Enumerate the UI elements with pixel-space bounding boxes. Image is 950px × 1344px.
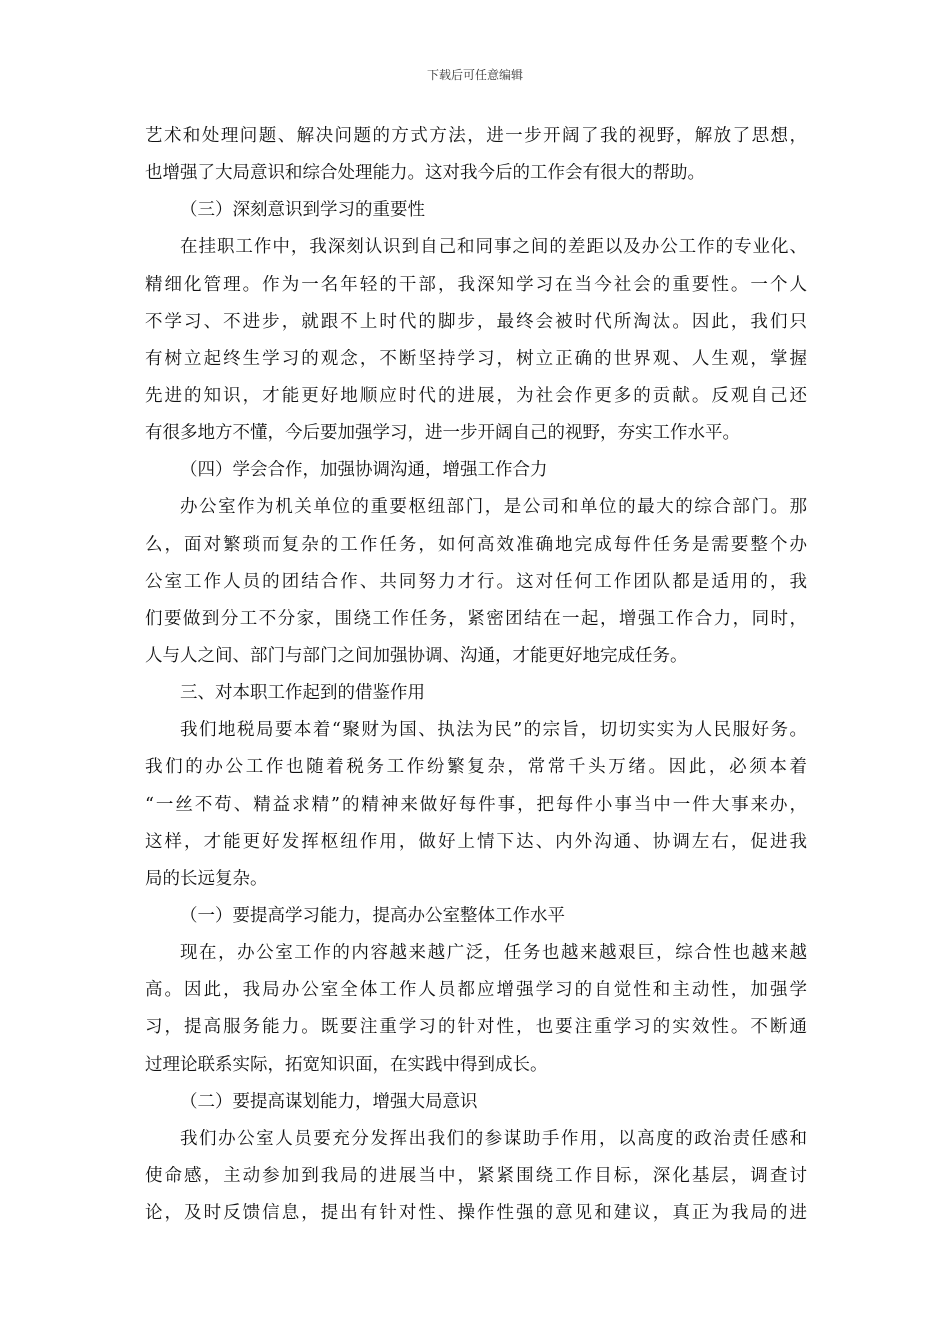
text-line: “一丝不苟、精益求精”的精神来做好每件事，把每件小事当中一件大事来办， xyxy=(145,794,807,815)
text-line: （四）学会合作，加强协调沟通，增强工作合力 xyxy=(180,460,548,481)
text-line: 我们办公室人员要充分发挥出我们的参谋助手作用，以高度的政治责任感和 xyxy=(180,1128,807,1149)
text-line: （三）深刻意识到学习的重要性 xyxy=(180,200,425,221)
text-line: 先进的知识，才能更好地顺应时代的进展，为社会作更多的贡献。反观自己还 xyxy=(145,385,807,406)
text-line: 论，及时反馈信息，提出有针对性、操作性强的意见和建议，真正为我局的进 xyxy=(145,1203,807,1224)
text-line: 们要做到分工不分家，围绕工作任务，紧密团结在一起，增强工作合力，同时， xyxy=(145,608,807,629)
document-body xyxy=(145,118,807,1232)
text-line: 三、对本职工作起到的借鉴作用 xyxy=(180,683,425,704)
text-line: 么，面对繁琐而复杂的工作任务，如何高效准确地完成每件任务是需要整个办 xyxy=(145,534,807,555)
text-line: 使命感，主动参加到我局的进展当中，紧紧围绕工作目标，深化基层，调查讨 xyxy=(145,1165,807,1186)
text-line: （一）要提高学习能力，提高办公室整体工作水平 xyxy=(180,905,565,926)
text-line: 办公室作为机关单位的重要枢纽部门，是公司和单位的最大的综合部门。那 xyxy=(180,497,807,518)
text-line: 这样，才能更好发挥枢纽作用，做好上情下达、内外沟通、协调左右，促进我 xyxy=(145,831,807,852)
text-line: 不学习、不进步，就跟不上时代的脚步，最终会被时代所淘汰。因此，我们只 xyxy=(145,311,807,332)
text-line: 艺术和处理问题、解决问题的方式方法，进一步开阔了我的视野，解放了思想， xyxy=(145,126,807,146)
text-line: （二）要提高谋划能力，增强大局意识 xyxy=(180,1091,478,1112)
text-line: 我们地税局要本着“聚财为国、执法为民”的宗旨，切切实实为人民服好务。 xyxy=(180,720,807,741)
text-line: 精细化管理。作为一名年轻的干部，我深知学习在当今社会的重要性。一个人 xyxy=(145,274,807,295)
text-line: 有树立起终生学习的观念，不断坚持学习，树立正确的世界观、人生观，掌握 xyxy=(145,348,807,369)
text-line: 局的长远复杂。 xyxy=(145,868,268,889)
text-line: 我们的办公工作也随着税务工作纷繁复杂，常常千头万绪。因此，必须本着 xyxy=(145,757,807,778)
text-line: 也增强了大局意识和综合处理能力。这对我今后的工作会有很大的帮助。 xyxy=(145,163,705,184)
text-line: 高。因此，我局办公室全体工作人员都应增强学习的自觉性和主动性，加强学 xyxy=(145,980,807,1001)
page-header: 下载后可任意编辑 xyxy=(426,68,523,82)
text-line: 人与人之间、部门与部门之间加强协调、沟通，才能更好地完成任务。 xyxy=(145,645,688,666)
text-line: 现在，办公室工作的内容越来越广泛，任务也越来越艰巨，综合性也越来越 xyxy=(180,943,807,964)
text-line: 有很多地方不懂，今后要加强学习，进一步开阔自己的视野，夯实工作水平。 xyxy=(145,423,740,444)
text-line: 公室工作人员的团结合作、共同努力才行。这对任何工作团队都是适用的，我 xyxy=(145,571,807,592)
text-line: 习，提高服务能力。既要注重学习的针对性，也要注重学习的实效性。不断通 xyxy=(145,1017,807,1038)
text-line: 在挂职工作中，我深刻认识到自己和同事之间的差距以及办公工作的专业化、 xyxy=(180,237,807,258)
text-line: 过理论联系实际，拓宽知识面，在实践中得到成长。 xyxy=(145,1054,548,1075)
